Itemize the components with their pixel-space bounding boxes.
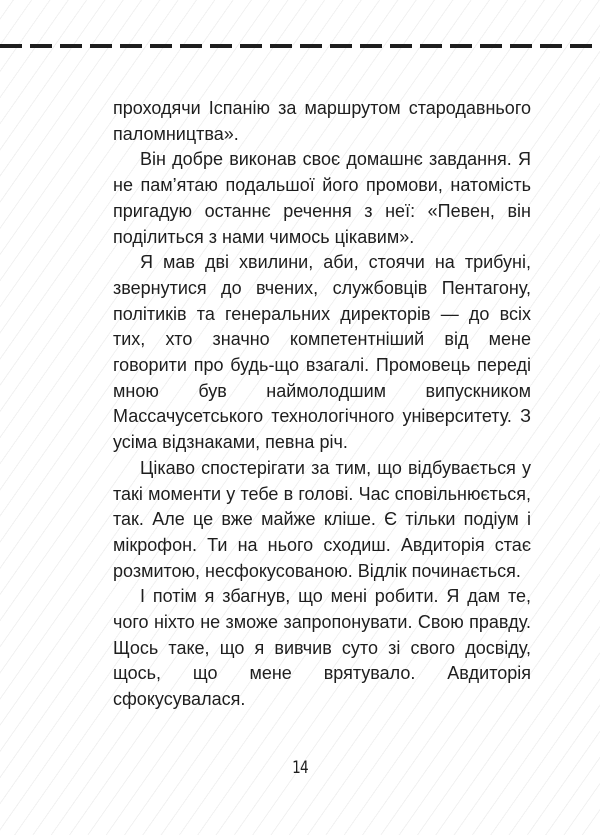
paragraph-2: Він добре виконав своє домашнє завдання. Я не пам’ятаю подальшої його промови, натомість пригадую останнє речення з неї: «Певен, він поділиться з нами чимось цікавим».	[113, 149, 531, 247]
page-body-text	[113, 96, 531, 713]
page-number: 14	[292, 758, 308, 778]
paragraph-1: проходячи Іспанію за маршрутом стародавнього паломництва».	[113, 98, 531, 144]
paragraph-4: Цікаво спостерігати за тим, що відбувається у такі моменти у тебе в голові. Час сповільнюється, так. Але це вже майже кліше. Є тільки подіум і мікрофон. Ти на нього сходиш. Авдиторія стає розмитою, несфокусованою. Відлік починається.	[113, 457, 531, 581]
paragraph-5: І потім я збагнув, що мені робити. Я дам те, чого ніхто не зможе запропонувати. Свою правду. Щось таке, що я вивчив суто зі свого досвіду, щось, що мене врятувало. Авдиторія сфокусувалася.	[113, 586, 531, 710]
paragraph-3: Я мав дві хвилини, аби, стоячи на трибуні, звернутися до вчених, службовців Пентагону, політиків та генеральних директорів — до всіх тих, хто значно компетентніший від мене говорити про будь-що взагалі. Промовець переді мною був наймолодшим випускником Массачусетського технологічного університету. З усіма відзнаками, певна річ.	[113, 252, 531, 453]
dashed-header-rule	[0, 44, 600, 48]
